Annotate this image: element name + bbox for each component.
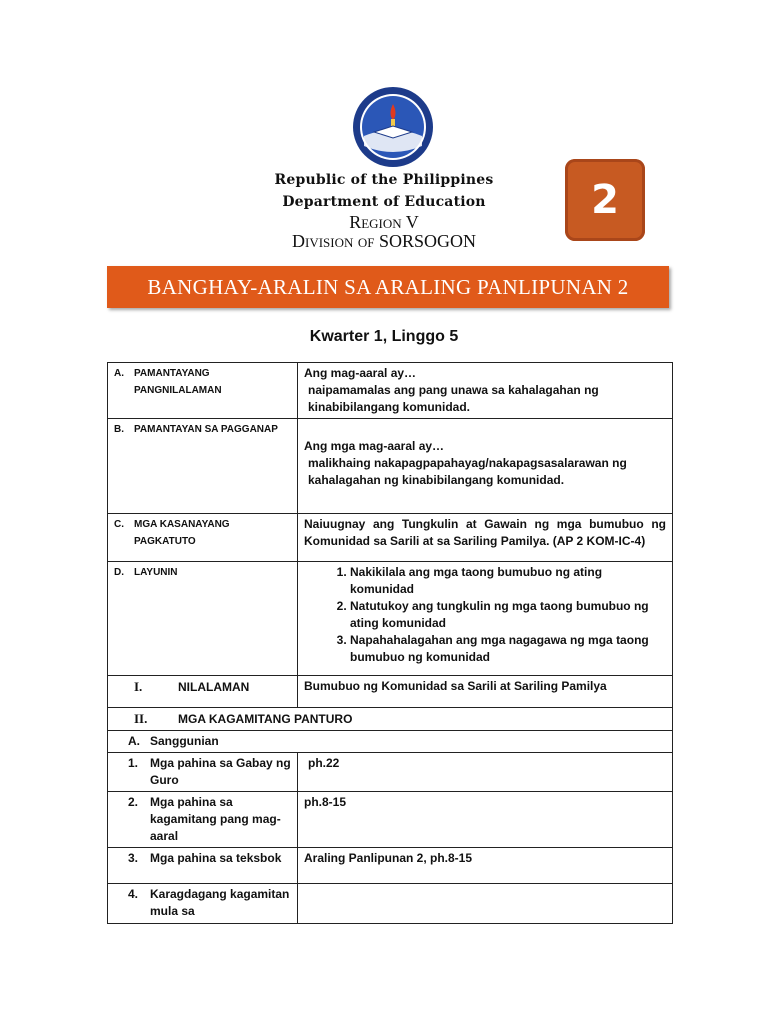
objectives-list	[304, 564, 666, 666]
row-label: Mga pahina sa kagamitang pang mag-aaral	[150, 795, 281, 843]
row-letter: A.	[114, 368, 124, 379]
row-label: NILALAMAN	[178, 680, 250, 694]
header-region: Region V	[349, 212, 419, 232]
row-value: Araling Panlipunan 2, ph.8-15	[304, 851, 473, 865]
row-num: 1.	[128, 756, 139, 770]
row-value: ph.22	[308, 756, 340, 770]
row-num: 2.	[128, 795, 139, 809]
row-intro: Ang mga mag-aaral ay…	[304, 439, 445, 453]
title-banner: BANGHAY-ARALIN SA ARALING PANLIPUNAN 2	[107, 266, 669, 308]
list-item: 2. Natutukoy ang tungkulin ng mga taong bumubuo ng ating komunidad	[350, 598, 666, 632]
table-row	[108, 363, 673, 419]
row-label: Sanggunian	[150, 734, 219, 748]
row-letter: D.	[114, 567, 124, 578]
lesson-plan-table	[107, 362, 673, 924]
row-label: PAMANTAYAN SA PAGGANAP	[134, 424, 278, 435]
row-letter: B.	[114, 424, 124, 435]
table-row	[108, 562, 673, 676]
header-division: Division of SORSOGON	[291, 231, 477, 251]
row-roman: II.	[134, 711, 148, 726]
table-row	[108, 708, 673, 731]
row-label: PAMANTAYANG PANGNILALAMAN	[134, 368, 222, 396]
row-label: Mga pahina sa teksbok	[150, 851, 282, 865]
row-roman: I.	[134, 679, 143, 694]
row-text: Bumubuo ng Komunidad sa Sarili at Sariling Pamilya	[304, 679, 607, 693]
row-label: MGA KASANAYANG PAGKATUTO	[134, 519, 230, 547]
table-row	[108, 753, 673, 792]
row-letter: C.	[114, 519, 124, 530]
table-row	[108, 792, 673, 848]
header-department: Department of Education	[282, 194, 486, 210]
row-text: naipamamalas ang pang unawa sa kahalagahan ng kinabibilangang komunidad.	[308, 383, 599, 414]
header-republic: Republic of the Philippines	[274, 172, 494, 188]
list-item: 1. Nakikilala ang mga taong bumubuo ng ating komunidad	[350, 564, 666, 598]
row-label: LAYUNIN	[134, 567, 178, 578]
row-text: malikhaing nakapagpapahayag/nakapagsasalarawan ng kahalagahan ng kinabibilangang komunidad.	[308, 456, 627, 487]
table-row	[108, 676, 673, 708]
row-num: 3.	[128, 851, 139, 865]
deped-seal-logo	[352, 86, 434, 168]
row-label: Mga pahina sa Gabay ng Guro	[150, 756, 291, 787]
quarter-week-subtitle: Kwarter 1, Linggo 5	[309, 328, 459, 345]
table-row	[108, 514, 673, 562]
row-label: MGA KAGAMITANG PANTURO	[178, 712, 353, 726]
table-row	[108, 731, 673, 753]
row-text: Naiuugnay ang Tungkulin at Gawain ng mga bumubuo ng Komunidad sa Sarili at sa Sariling Pamilya. (AP 2 KOM-IC-4)	[304, 517, 666, 548]
table-row	[108, 884, 673, 924]
row-value: ph.8-15	[304, 795, 347, 809]
row-letter: A.	[128, 734, 140, 748]
row-intro: Ang mag-aaral ay…	[304, 366, 417, 380]
grade-badge: 2	[565, 159, 645, 241]
list-item: 3. Napahahalagahan ang mga nagagawa ng mga taong bumubuo ng komunidad	[350, 632, 666, 666]
table-row	[108, 419, 673, 514]
row-num: 4.	[128, 887, 139, 901]
table-row	[108, 848, 673, 884]
row-label: Karagdagang kagamitan mula sa	[150, 887, 290, 918]
